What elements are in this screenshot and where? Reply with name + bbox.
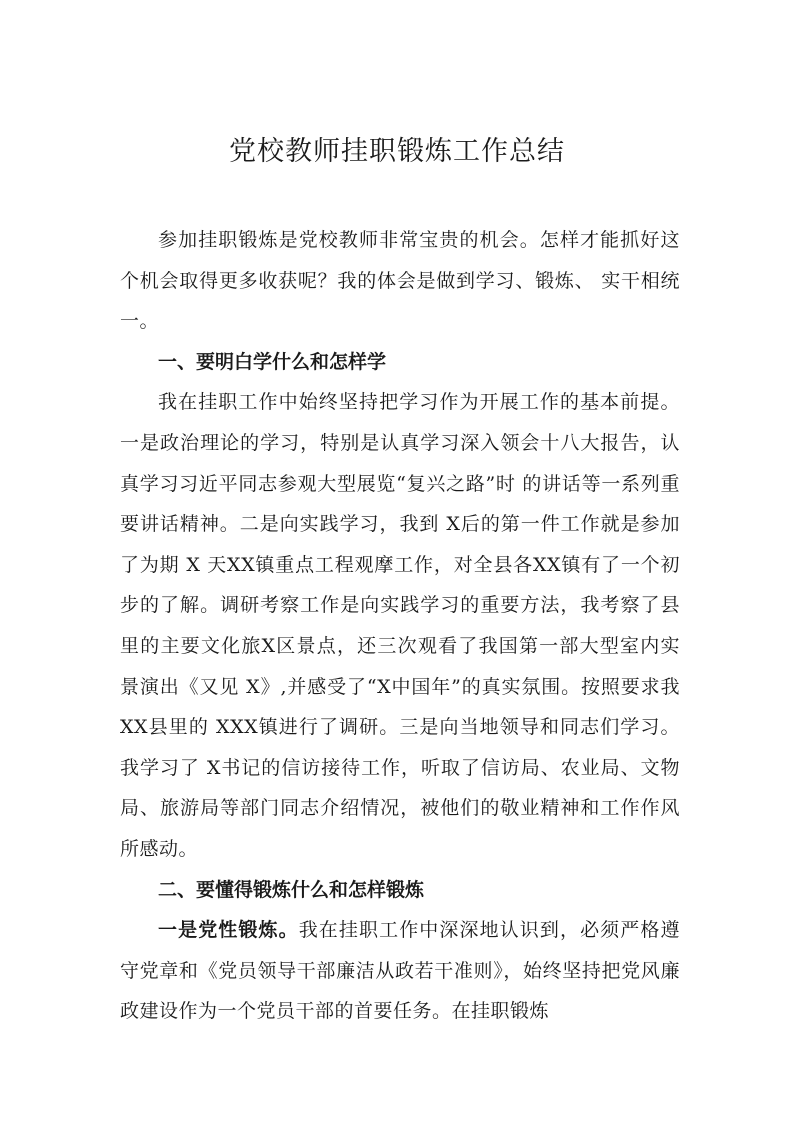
section-2-lead: 一是党性锻炼。 [158,919,299,942]
section-2-text: 我在挂职工作中深深地认识到，必须严格遵守党章和《党员领导干部廉洁从政若干准则》，始终坚持把党风廉政建设作为一个党员干部的首要任务。在挂职锻炼 [120,919,680,1023]
section-2-heading: 二、要懂得锻炼什么和怎样锻炼 [158,878,425,901]
section-1-paragraph: 我在挂职工作中始终坚持把学习作为开展工作的基本前提。一是政治理论的学习，特别是认真学习深入领会十八大报告，认真学习习近平同志参观大型展览“复兴之路”时 的讲话等一系列重要讲话精神。二是向实践学习，我到 X后的第一件工作就是参加了为期 X 天XX镇重点工程观摩工作，对全县各XX镇有了一个初步的了解。调研考察工作是向实践学习的重要方法，我考察了县里的主要文化旅X区景点，还三次观看了我国第一部大型室内实景演出《又见 X》,并感受了“X中国年”的真实氛围。按照要求我XX县里的 XXX镇进行了调研。三是向当地领导和同志们学习。我学习了 X书记的信访接待工作，听取了信访局、农业局、文物局、旅游局等部门同志介绍情况，被他们的敬业精神和工作作风所感动。 [120,391,680,860]
document-body [120,220,680,1032]
section-1-heading: 一、要明白学什么和怎样学 [158,350,387,373]
intro-paragraph: 参加挂职锻炼是党校教师非常宝贵的机会。怎样才能抓好这个机会取得更多收获呢？我的体会是做到学习、锻炼、 实干相统一。 [120,229,680,333]
document-title: 党校教师挂职锻炼工作总结 [229,136,565,167]
section-2-paragraph [120,910,680,1032]
